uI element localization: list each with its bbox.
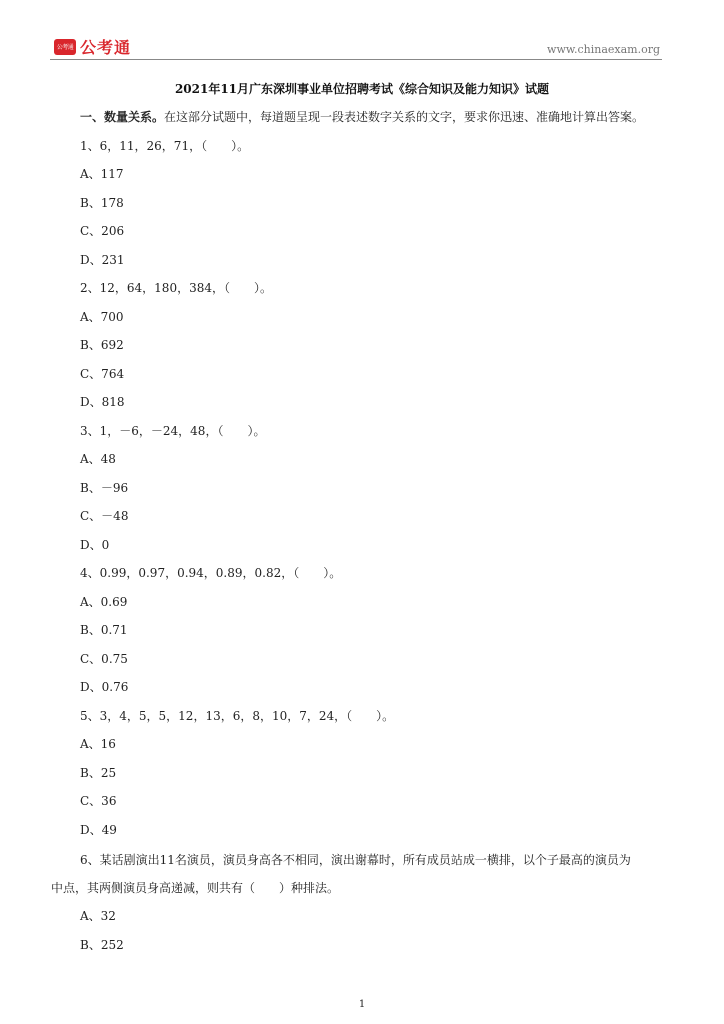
option: A、32 [80,909,116,923]
question-stem: 3、1，－6，－24，48，（ ）。 [80,423,266,438]
option: B、0.71 [80,623,128,637]
option: B、－96 [80,480,129,495]
option: D、0 [80,537,110,552]
question-6-line1: 6、某话剧演出11名演员，演员身高各不相同，演出谢幕时，所有成员站成一横排，以个子最高的演员为 [80,853,631,867]
option: C、0.75 [80,651,128,666]
option: C、－48 [80,509,129,523]
option: C、764 [80,366,125,381]
option: A、700 [80,309,124,324]
section-intro [80,107,670,136]
option: D、231 [80,252,125,267]
logo-badge: 公考通 [54,39,76,55]
site-url: www.chinaexam.org [547,43,660,56]
option: C、36 [80,794,117,808]
header-divider [50,59,662,60]
logo [54,35,131,58]
option: A、117 [80,167,124,181]
option: A、0.69 [80,594,128,609]
option: D、818 [80,395,125,409]
question-6-line2: 中点，其两侧演员身高递减，则共有（ ）种排法。 [51,881,340,895]
section-intro-text: 在这部分试题中，每道题呈现一段表述数字关系的文字，要求你迅速、准确地计算出答案。 [164,110,645,124]
question-stem: 5、3，4，5，5，12，13，6，8，10，7，24，（ ）。 [80,708,395,723]
document-title: 2021年11月广东深圳事业单位招聘考试《综合知识及能力知识》试题 [174,82,550,96]
question-stem: 2、12，64，180，384，（ ）。 [80,281,272,295]
option: B、178 [80,195,124,210]
page-header [50,32,662,58]
page-number: 1 [358,999,366,1010]
option: A、48 [80,452,116,466]
option: A、16 [80,737,116,751]
question-stem: 4、0.99，0.97，0.94，0.89，0.82，（ ）。 [80,566,342,580]
option: D、0.76 [80,680,129,694]
section-heading: 一、数量关系。 [80,110,165,124]
option: C、206 [80,224,125,238]
option: B、252 [80,937,124,952]
option: B、25 [80,765,117,780]
option: D、49 [80,822,117,837]
document-body [51,107,670,963]
question-6-stem [51,850,670,898]
question-stem: 1、6，11，26，71，（ ）。 [80,138,250,153]
logo-text: 公考通 [80,38,132,57]
option: B、692 [80,338,124,352]
